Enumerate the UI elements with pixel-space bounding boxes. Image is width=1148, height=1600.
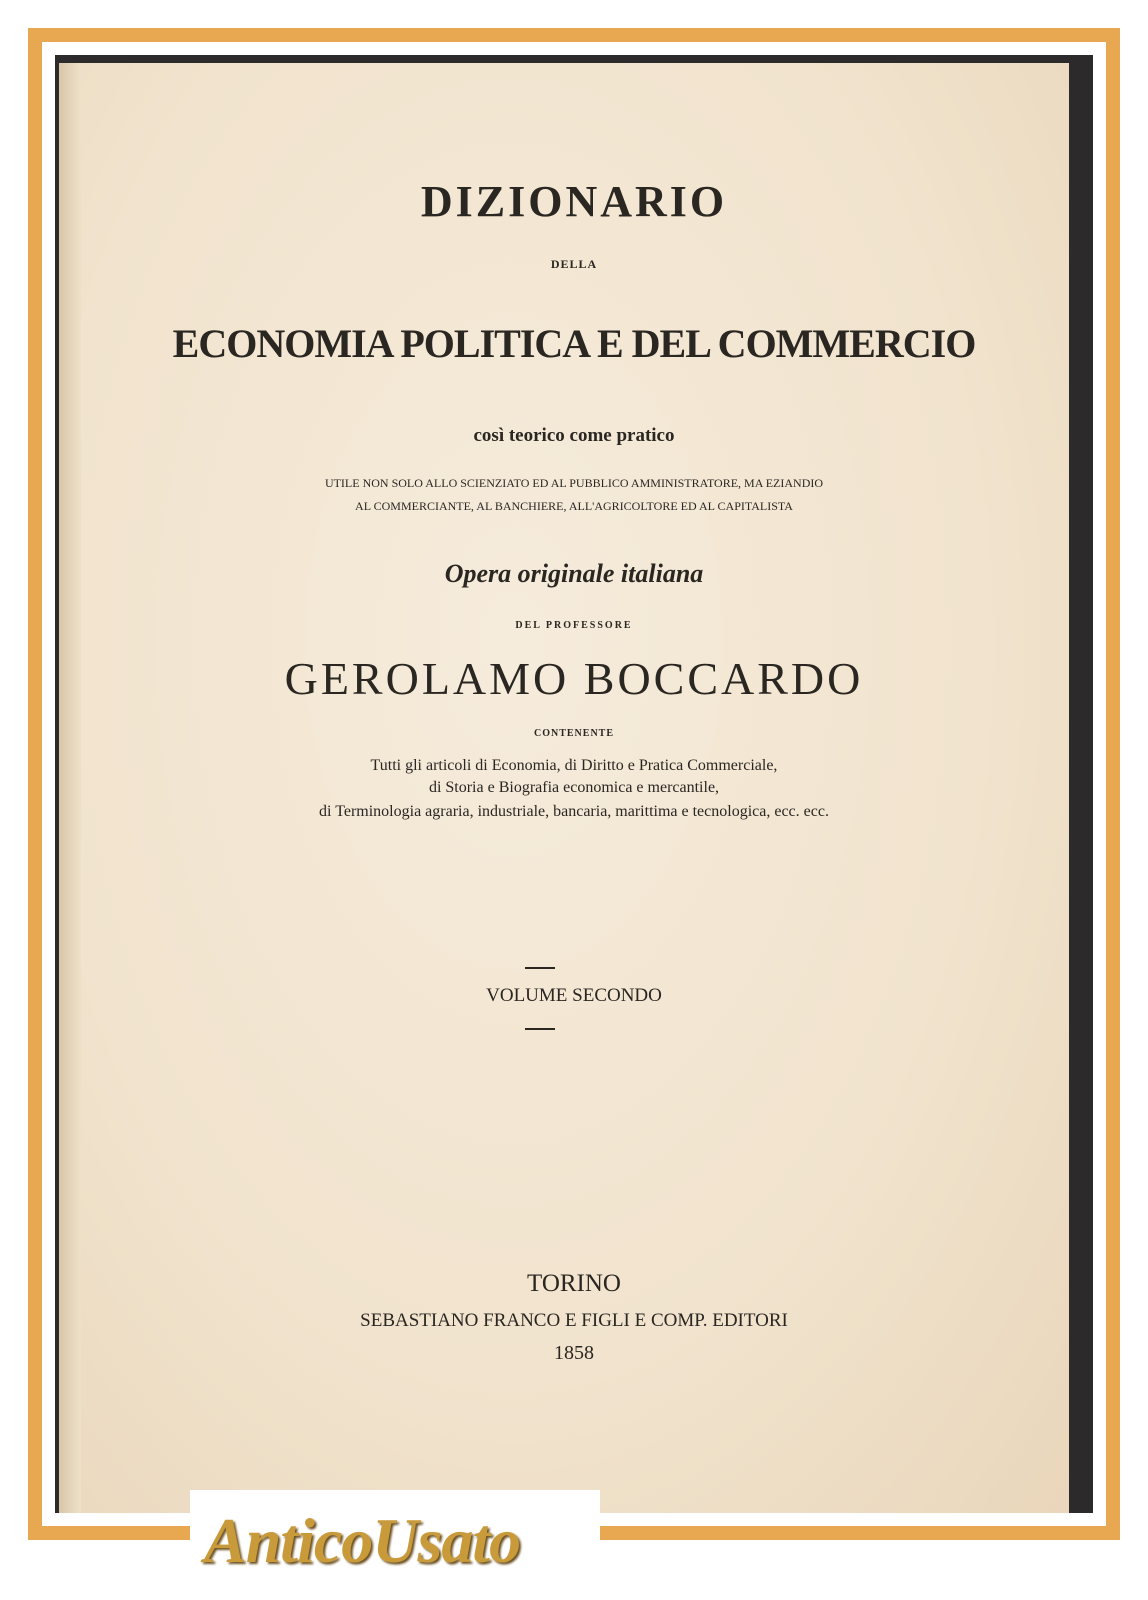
- contents-line-2: di Storia e Biografia economica e mercantile,: [428, 779, 720, 796]
- volume-label: VOLUME SECONDO: [486, 985, 662, 1006]
- divider-bottom: [525, 1028, 555, 1030]
- divider-top: [525, 967, 555, 969]
- audience-line-1: UTILE NON SOLO ALLO SCIENZIATO ED AL PUBBLICO AMMINISTRATORE, MA EZIANDIO: [324, 476, 824, 490]
- del-professore: DEL PROFESSORE: [515, 620, 633, 631]
- book-title: DIZIONARIO: [420, 177, 728, 226]
- publisher: SEBASTIANO FRANCO E FIGLI E COMP. EDITORI: [360, 1310, 788, 1331]
- contents-line-1: Tutti gli articoli di Economia, di Diritto e Pratica Commerciale,: [370, 757, 778, 774]
- year: 1858: [554, 1342, 594, 1364]
- contents-line-3: di Terminologia agraria, industriale, bancaria, marittima e tecnologica, ecc. ecc.: [319, 803, 829, 820]
- subject-heading: ECONOMIA POLITICA E DEL COMMERCIO: [172, 321, 976, 366]
- contenente-label: CONTENENTE: [533, 728, 614, 739]
- della-label: DELLA: [550, 257, 598, 271]
- author-name: GEROLAMO BOCCARDO: [284, 653, 864, 704]
- opera-line: Opera originale italiana: [444, 559, 704, 588]
- watermark-text: AnticoUsato: [204, 1505, 521, 1576]
- anticousato-watermark-logo: [190, 1490, 600, 1600]
- audience-line-2: AL COMMERCIANTE, AL BANCHIERE, ALL'AGRICOLTORE ED AL CAPITALISTA: [355, 499, 793, 513]
- city: TORINO: [527, 1270, 621, 1297]
- subtitle: così teorico come pratico: [473, 425, 675, 446]
